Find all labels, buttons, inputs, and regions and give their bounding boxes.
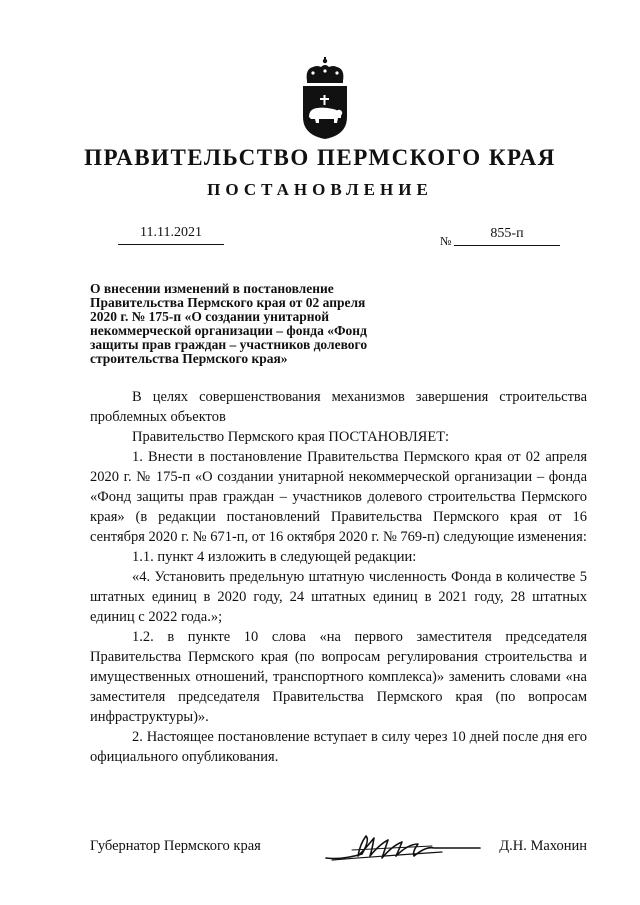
body-paragraph: 1. Внести в постановление Правительства Пермского края от 02 апреля 2020 г. № 175-п «О создании унитарной некоммерческой организации – фонда «Фонд защиты прав граждан – участников долевого строительства Пермского края» (в редакции постановлений Правительства Пермского края от 16 сентября 2020 г. № 671-п, от 16 октября 2020 г. № 769-п) следующие изменения: — [90, 449, 587, 545]
number-sign: № — [440, 234, 452, 248]
body-paragraph: 2. Настоящее постановление вступает в силу через 10 дней после дня его официального опубликования. — [90, 729, 587, 765]
document-type: ПОСТАНОВЛЕНИЕ — [207, 180, 433, 199]
date-value: 11.11.2021 — [118, 225, 224, 245]
body-paragraph: 1.1. пункт 4 изложить в следующей редакции: — [132, 549, 417, 565]
subject-line: защиты прав граждан – участников долевого — [90, 337, 368, 352]
body-paragraph: 1.2. в пункте 10 слова «на первого заместителя председателя Правительства Пермского края (по вопросам регулирования строительства и имущественных отношений, транспортного комплекса)» заменить словами «на заместителя председателя Правительства Пермского края (по вопросам инфраструктуры)». — [90, 629, 587, 725]
body-paragraph: «4. Установить предельную штатную численность Фонда в количестве 5 штатных единиц в 2020 году, 24 штатных единиц в 2021 году, 28 штатных единиц с 2022 года.»; — [90, 569, 587, 625]
number-value: 855-п — [454, 226, 560, 246]
government-title: ПРАВИТЕЛЬСТВО ПЕРМСКОГО КРАЯ — [84, 145, 556, 170]
body-paragraph: В целях совершенствования механизмов завершения строительства проблемных объектов — [90, 389, 587, 425]
subject-line: строительства Пермского края» — [90, 351, 288, 366]
body-paragraph: Правительство Пермского края ПОСТАНОВЛЯЕТ: — [132, 429, 450, 445]
signatory-position: Губернатор Пермского края — [90, 838, 261, 854]
handwritten-signature-icon — [322, 830, 482, 866]
document-body — [90, 387, 587, 767]
signature-block — [90, 830, 587, 870]
signatory-name: Д.Н. Махонин — [499, 838, 587, 854]
document-date — [118, 225, 224, 245]
subject-line: 2020 г. № 175-п «О создании унитарной — [90, 309, 330, 324]
document-subject — [90, 282, 410, 366]
perm-krai-coat-of-arms-icon — [295, 55, 355, 140]
subject-line: О внесении изменений в постановление — [90, 281, 334, 296]
subject-line: Правительства Пермского края от 02 апреля — [90, 295, 366, 310]
subject-line: некоммерческой организации – фонда «Фонд — [90, 323, 367, 338]
